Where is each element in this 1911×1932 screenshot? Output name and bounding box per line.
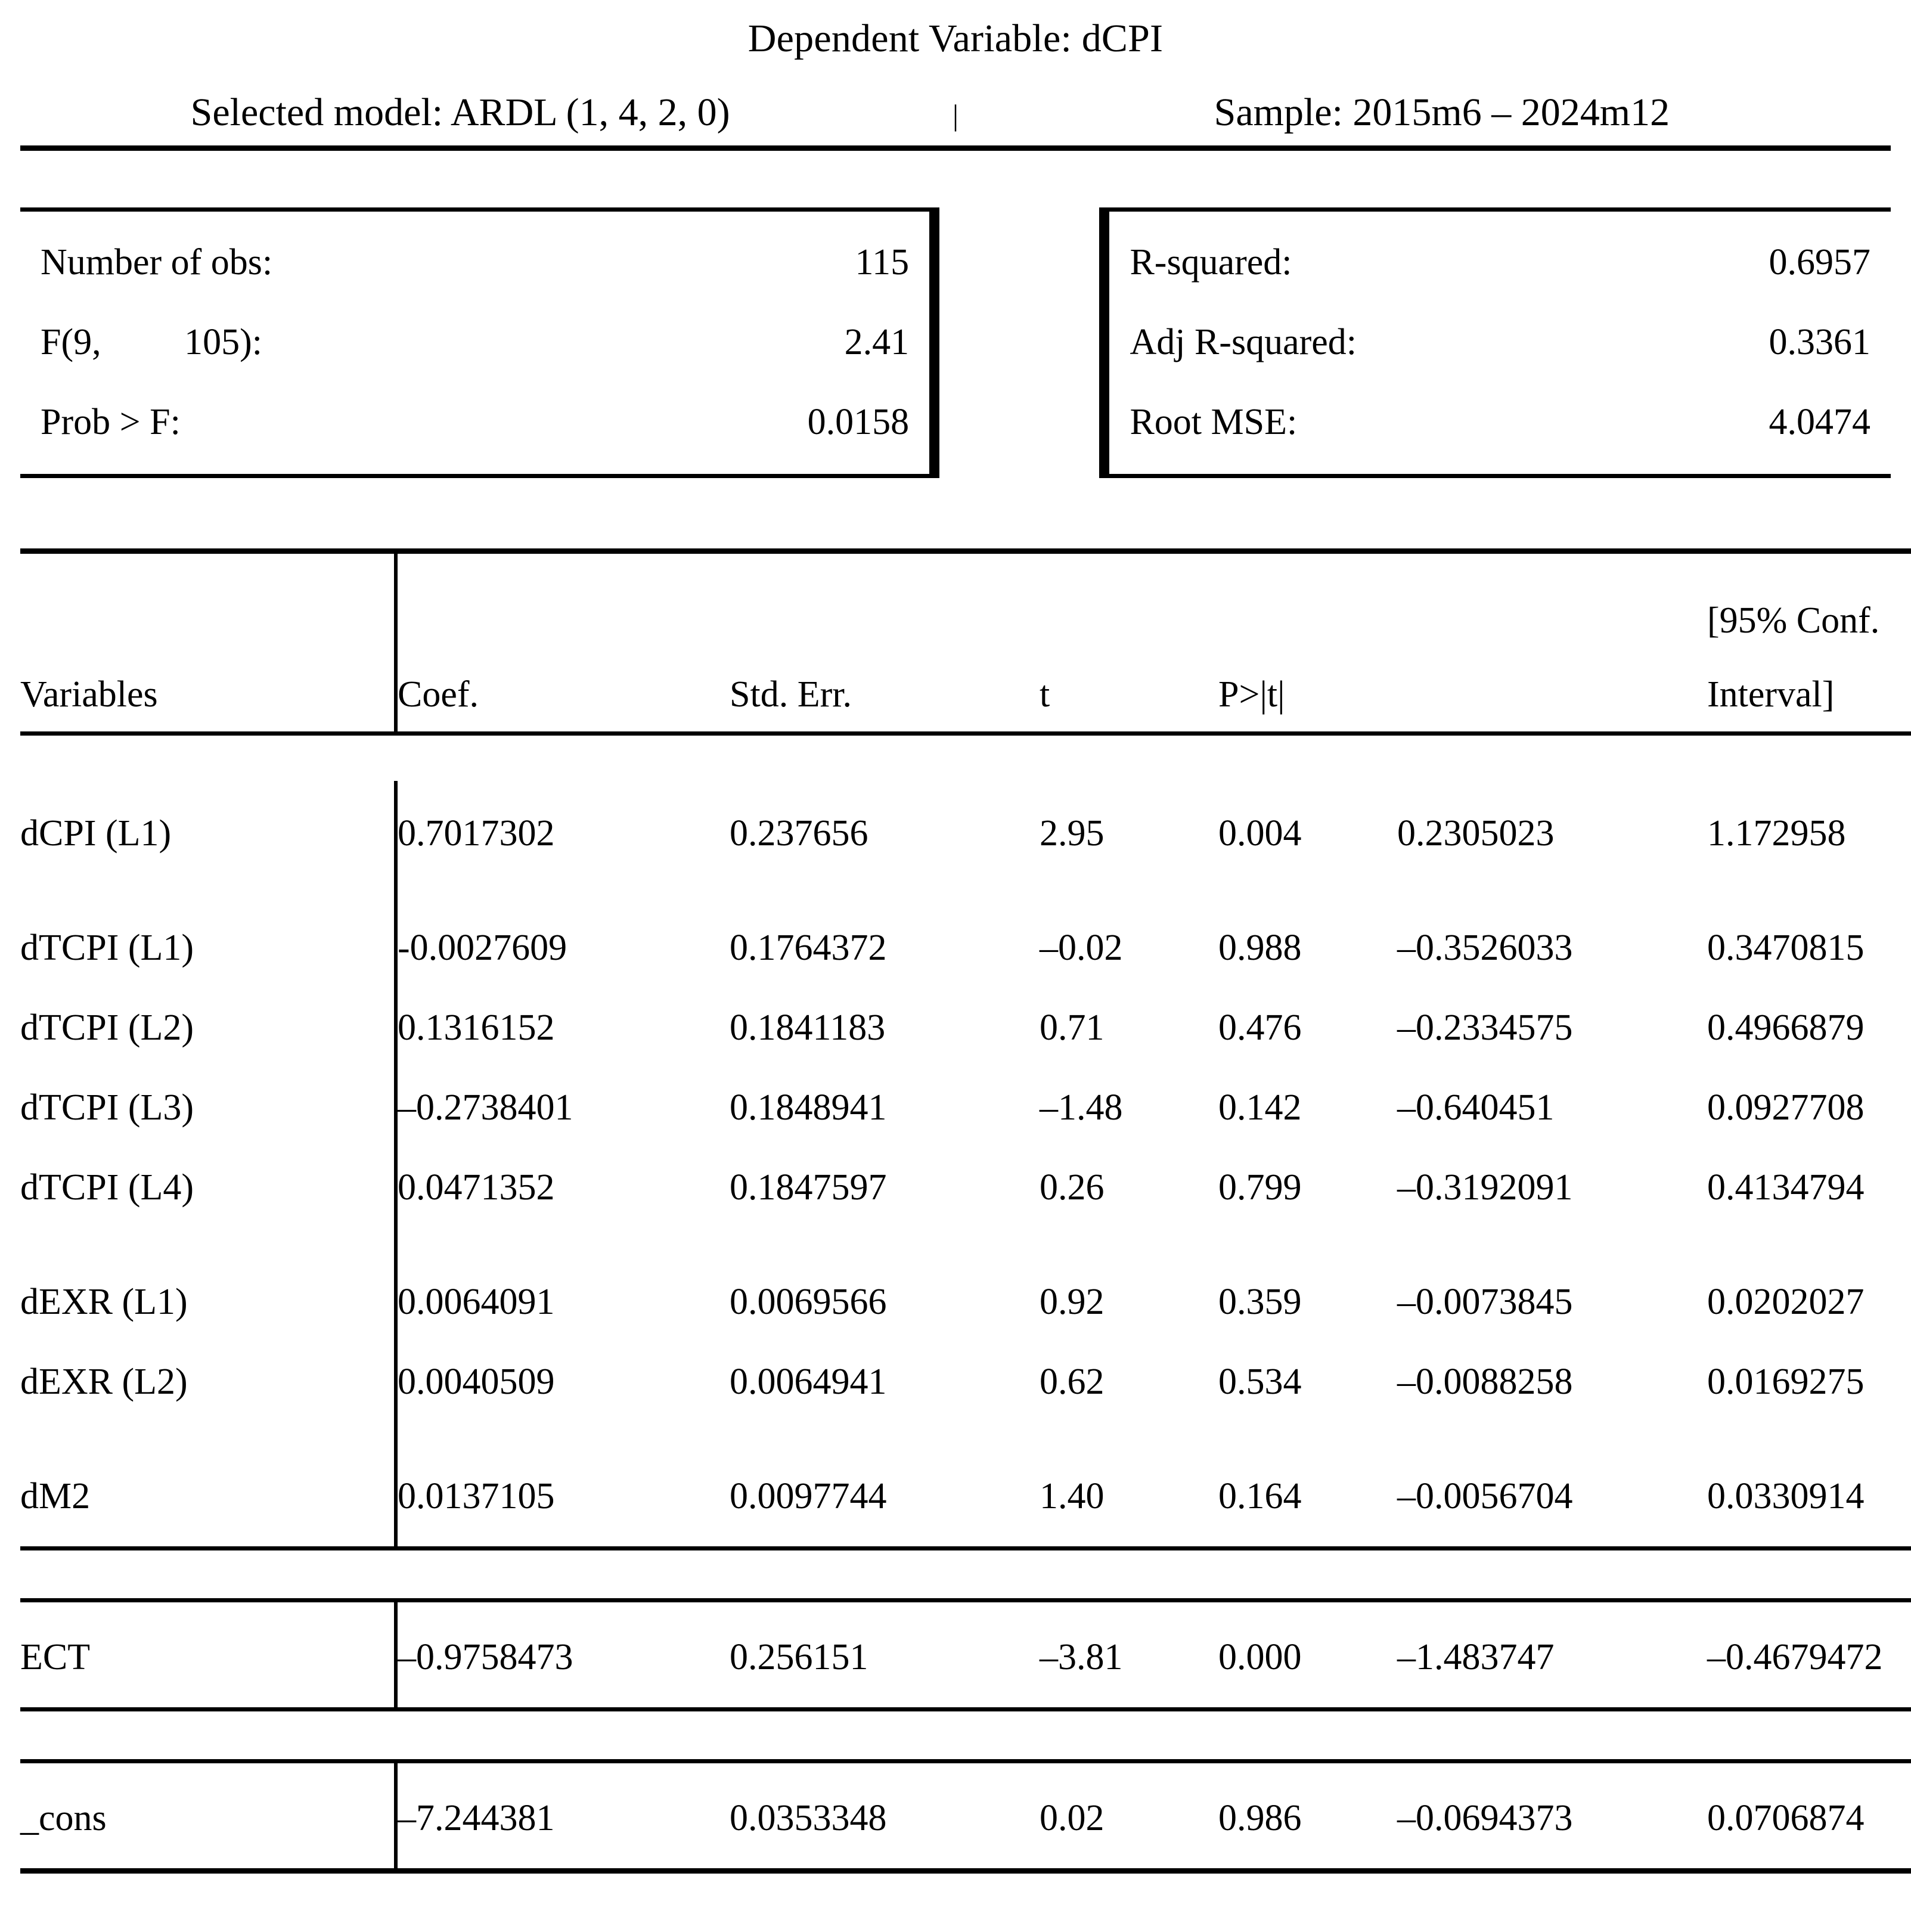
header-variables: Variables (20, 674, 158, 715)
header-p: P>|t| (1218, 674, 1285, 715)
model-fit-box-right (1099, 207, 1891, 478)
stat-value: 0.3361 (1769, 322, 1870, 362)
cell-t: 0.71 (1040, 1007, 1105, 1048)
cell-ci-high: 0.0169275 (1707, 1362, 1865, 1402)
cons-block-top-rule (20, 1762, 1911, 1766)
header-t-upper (1040, 554, 1218, 646)
cell-ci-high: 0.0927708 (1707, 1087, 1865, 1128)
stat-value: 2.41 (844, 322, 910, 362)
title-bottom-rule (20, 145, 1891, 151)
table-row (20, 781, 1911, 861)
cell-p: 0.988 (1218, 928, 1302, 968)
table-bottom-rule (20, 1846, 1911, 1871)
table-row (20, 1055, 1911, 1135)
header-stderr: Std. Err. (730, 674, 852, 715)
dependent-variable-title: Dependent Variable: dCPI (747, 17, 1164, 60)
cell-coef: -0.0027609 (396, 861, 730, 975)
stat-value: 0.6957 (1769, 242, 1870, 283)
cell-ci-low: 0.2305023 (1397, 813, 1555, 854)
cons-block-gap (20, 1710, 1911, 1762)
header-coef: Coef. (396, 646, 730, 729)
cell-stderr: 0.237656 (730, 813, 868, 854)
cell-t: 0.26 (1040, 1167, 1105, 1208)
cell-coef: 0.0040509 (396, 1329, 730, 1409)
cell-p: 0.142 (1218, 1087, 1302, 1128)
cell-ci-low: –0.0056704 (1397, 1476, 1573, 1517)
model-fit-box-left (20, 207, 939, 478)
cell-coef: 0.0137105 (396, 1409, 730, 1524)
cell-stderr: 0.1848941 (730, 1087, 887, 1128)
cell-ci-high: –0.4679472 (1707, 1637, 1883, 1677)
table-row (20, 1409, 1911, 1524)
stat-label: Number of obs: (41, 242, 273, 283)
cell-t: –3.81 (1040, 1637, 1123, 1677)
cell-ci-low: –0.0088258 (1397, 1362, 1573, 1402)
cell-t: –0.02 (1040, 928, 1123, 968)
cell-variable: _cons (20, 1798, 107, 1838)
cell-ci-high: 0.0706874 (1707, 1798, 1865, 1838)
cell-coef: 0.7017302 (396, 781, 730, 861)
sample-range-label: Sample: 2015m6 – 2024m12 (1214, 91, 1670, 134)
cell-coef: 0.0064091 (396, 1215, 730, 1329)
cell-stderr: 0.0064941 (730, 1362, 887, 1402)
stat-label: Root MSE: (1130, 402, 1298, 442)
cell-p: 0.476 (1218, 1007, 1302, 1048)
cell-variable: dTCPI (L2) (20, 1007, 194, 1048)
stat-label: Prob > F: (41, 402, 181, 442)
model-sample-line (20, 58, 1891, 145)
cell-coef: –7.244381 (396, 1766, 730, 1846)
cell-t: 1.40 (1040, 1476, 1105, 1517)
cell-stderr: 0.0097744 (730, 1476, 887, 1517)
cell-stderr: 0.1841183 (730, 1007, 886, 1048)
cell-ci-low: –0.0694373 (1397, 1798, 1573, 1838)
cell-t: 0.62 (1040, 1362, 1105, 1402)
cell-variable: ECT (20, 1637, 91, 1677)
cell-variable: dEXR (L2) (20, 1362, 188, 1402)
stat-row-root-mse (1109, 361, 1891, 474)
cell-ci-low: –0.3526033 (1397, 928, 1573, 968)
cell-variable: dCPI (L1) (20, 813, 172, 854)
header-bottom-rule (20, 729, 1911, 734)
coefficients-table (20, 548, 1911, 1874)
stat-label: Adj R-squared: (1130, 322, 1357, 362)
table-row (20, 975, 1911, 1055)
ect-block-bottom-rule (20, 1685, 1911, 1710)
cell-coef: 0.1316152 (396, 975, 730, 1055)
table-row (20, 1135, 1911, 1215)
cell-variable: dTCPI (L3) (20, 1087, 194, 1128)
cell-stderr: 0.0069566 (730, 1282, 887, 1322)
header-variables-upper (20, 554, 396, 646)
cell-variable: dM2 (20, 1476, 91, 1517)
table-row (20, 1215, 1911, 1329)
table-row (20, 861, 1911, 975)
cell-p: 0.000 (1218, 1637, 1302, 1677)
stat-row-r-squared (1109, 212, 1891, 281)
header-t: t (1040, 674, 1050, 715)
stat-value: 115 (855, 242, 910, 283)
cell-ci-low: –1.483747 (1397, 1637, 1555, 1677)
cell-ci-low: –0.3192091 (1397, 1167, 1573, 1208)
cell-ci-high: 0.0330914 (1707, 1476, 1865, 1517)
stat-label: F(9, 105): (41, 322, 262, 362)
header-ci-high: Interval] (1707, 674, 1835, 715)
cell-variable: dTCPI (L4) (20, 1167, 194, 1208)
ect-block-gap (20, 1549, 1911, 1601)
cell-ci-low: –0.640451 (1397, 1087, 1555, 1128)
header-ci-low-upper (1397, 554, 1707, 646)
header-ci-high-upper: [95% Conf. (1707, 600, 1880, 641)
stat-value: 0.0158 (807, 402, 910, 442)
cell-coef: –0.9758473 (396, 1605, 730, 1685)
stats-box-gap (939, 207, 1099, 478)
cell-t: 2.95 (1040, 813, 1105, 854)
table-row-ect (20, 1605, 1911, 1685)
cell-ci-low: –0.2334575 (1397, 1007, 1573, 1048)
data-block-bottom-rule (20, 1524, 1911, 1549)
cell-t: 0.02 (1040, 1798, 1105, 1838)
header-p-upper (1218, 554, 1397, 646)
cell-ci-high: 1.172958 (1707, 813, 1846, 854)
cell-variable: dTCPI (L1) (20, 928, 194, 968)
cell-ci-low: –0.0073845 (1397, 1282, 1573, 1322)
summary-stats-area (20, 207, 1891, 478)
table-row-cons (20, 1766, 1911, 1846)
cell-p: 0.799 (1218, 1167, 1302, 1208)
title-block (20, 0, 1891, 151)
stat-row-number-of-obs (20, 212, 929, 281)
cell-stderr: 0.1764372 (730, 928, 887, 968)
cell-p: 0.164 (1218, 1476, 1302, 1517)
cell-t: –1.48 (1040, 1087, 1123, 1128)
header-coef-upper (396, 554, 730, 646)
cell-stderr: 0.256151 (730, 1637, 868, 1677)
stat-value: 4.0474 (1769, 402, 1870, 442)
cell-ci-high: 0.0202027 (1707, 1282, 1865, 1322)
cell-stderr: 0.1847597 (730, 1167, 887, 1208)
table-header-row-upper (20, 554, 1911, 646)
cell-ci-high: 0.3470815 (1707, 928, 1865, 968)
cell-p: 0.986 (1218, 1798, 1302, 1838)
cell-p: 0.359 (1218, 1282, 1302, 1322)
cell-stderr: 0.0353348 (730, 1798, 887, 1838)
cell-p: 0.534 (1218, 1362, 1302, 1402)
table-row (20, 1329, 1911, 1409)
header-stderr-upper (730, 554, 1040, 646)
ect-block-top-rule (20, 1601, 1911, 1605)
vertical-separator-glyph: | (952, 98, 958, 132)
header-ci-low (1397, 646, 1707, 729)
cell-coef: 0.0471352 (396, 1135, 730, 1215)
table-header-row-lower (20, 646, 1911, 729)
cell-ci-high: 0.4966879 (1707, 1007, 1865, 1048)
cell-coef: –0.2738401 (396, 1055, 730, 1135)
stat-label: R-squared: (1130, 242, 1292, 283)
header-data-gap (20, 734, 1911, 782)
cell-ci-high: 0.4134794 (1707, 1167, 1865, 1208)
stat-row-f-statistic (20, 281, 929, 361)
selected-model-label: Selected model: ARDL (1, 4, 2, 0) (190, 91, 730, 134)
cell-t: 0.92 (1040, 1282, 1105, 1322)
cell-p: 0.004 (1218, 813, 1302, 854)
stat-row-prob-f (20, 361, 929, 474)
cell-variable: dEXR (L1) (20, 1282, 188, 1322)
stat-row-adj-r-squared (1109, 281, 1891, 361)
